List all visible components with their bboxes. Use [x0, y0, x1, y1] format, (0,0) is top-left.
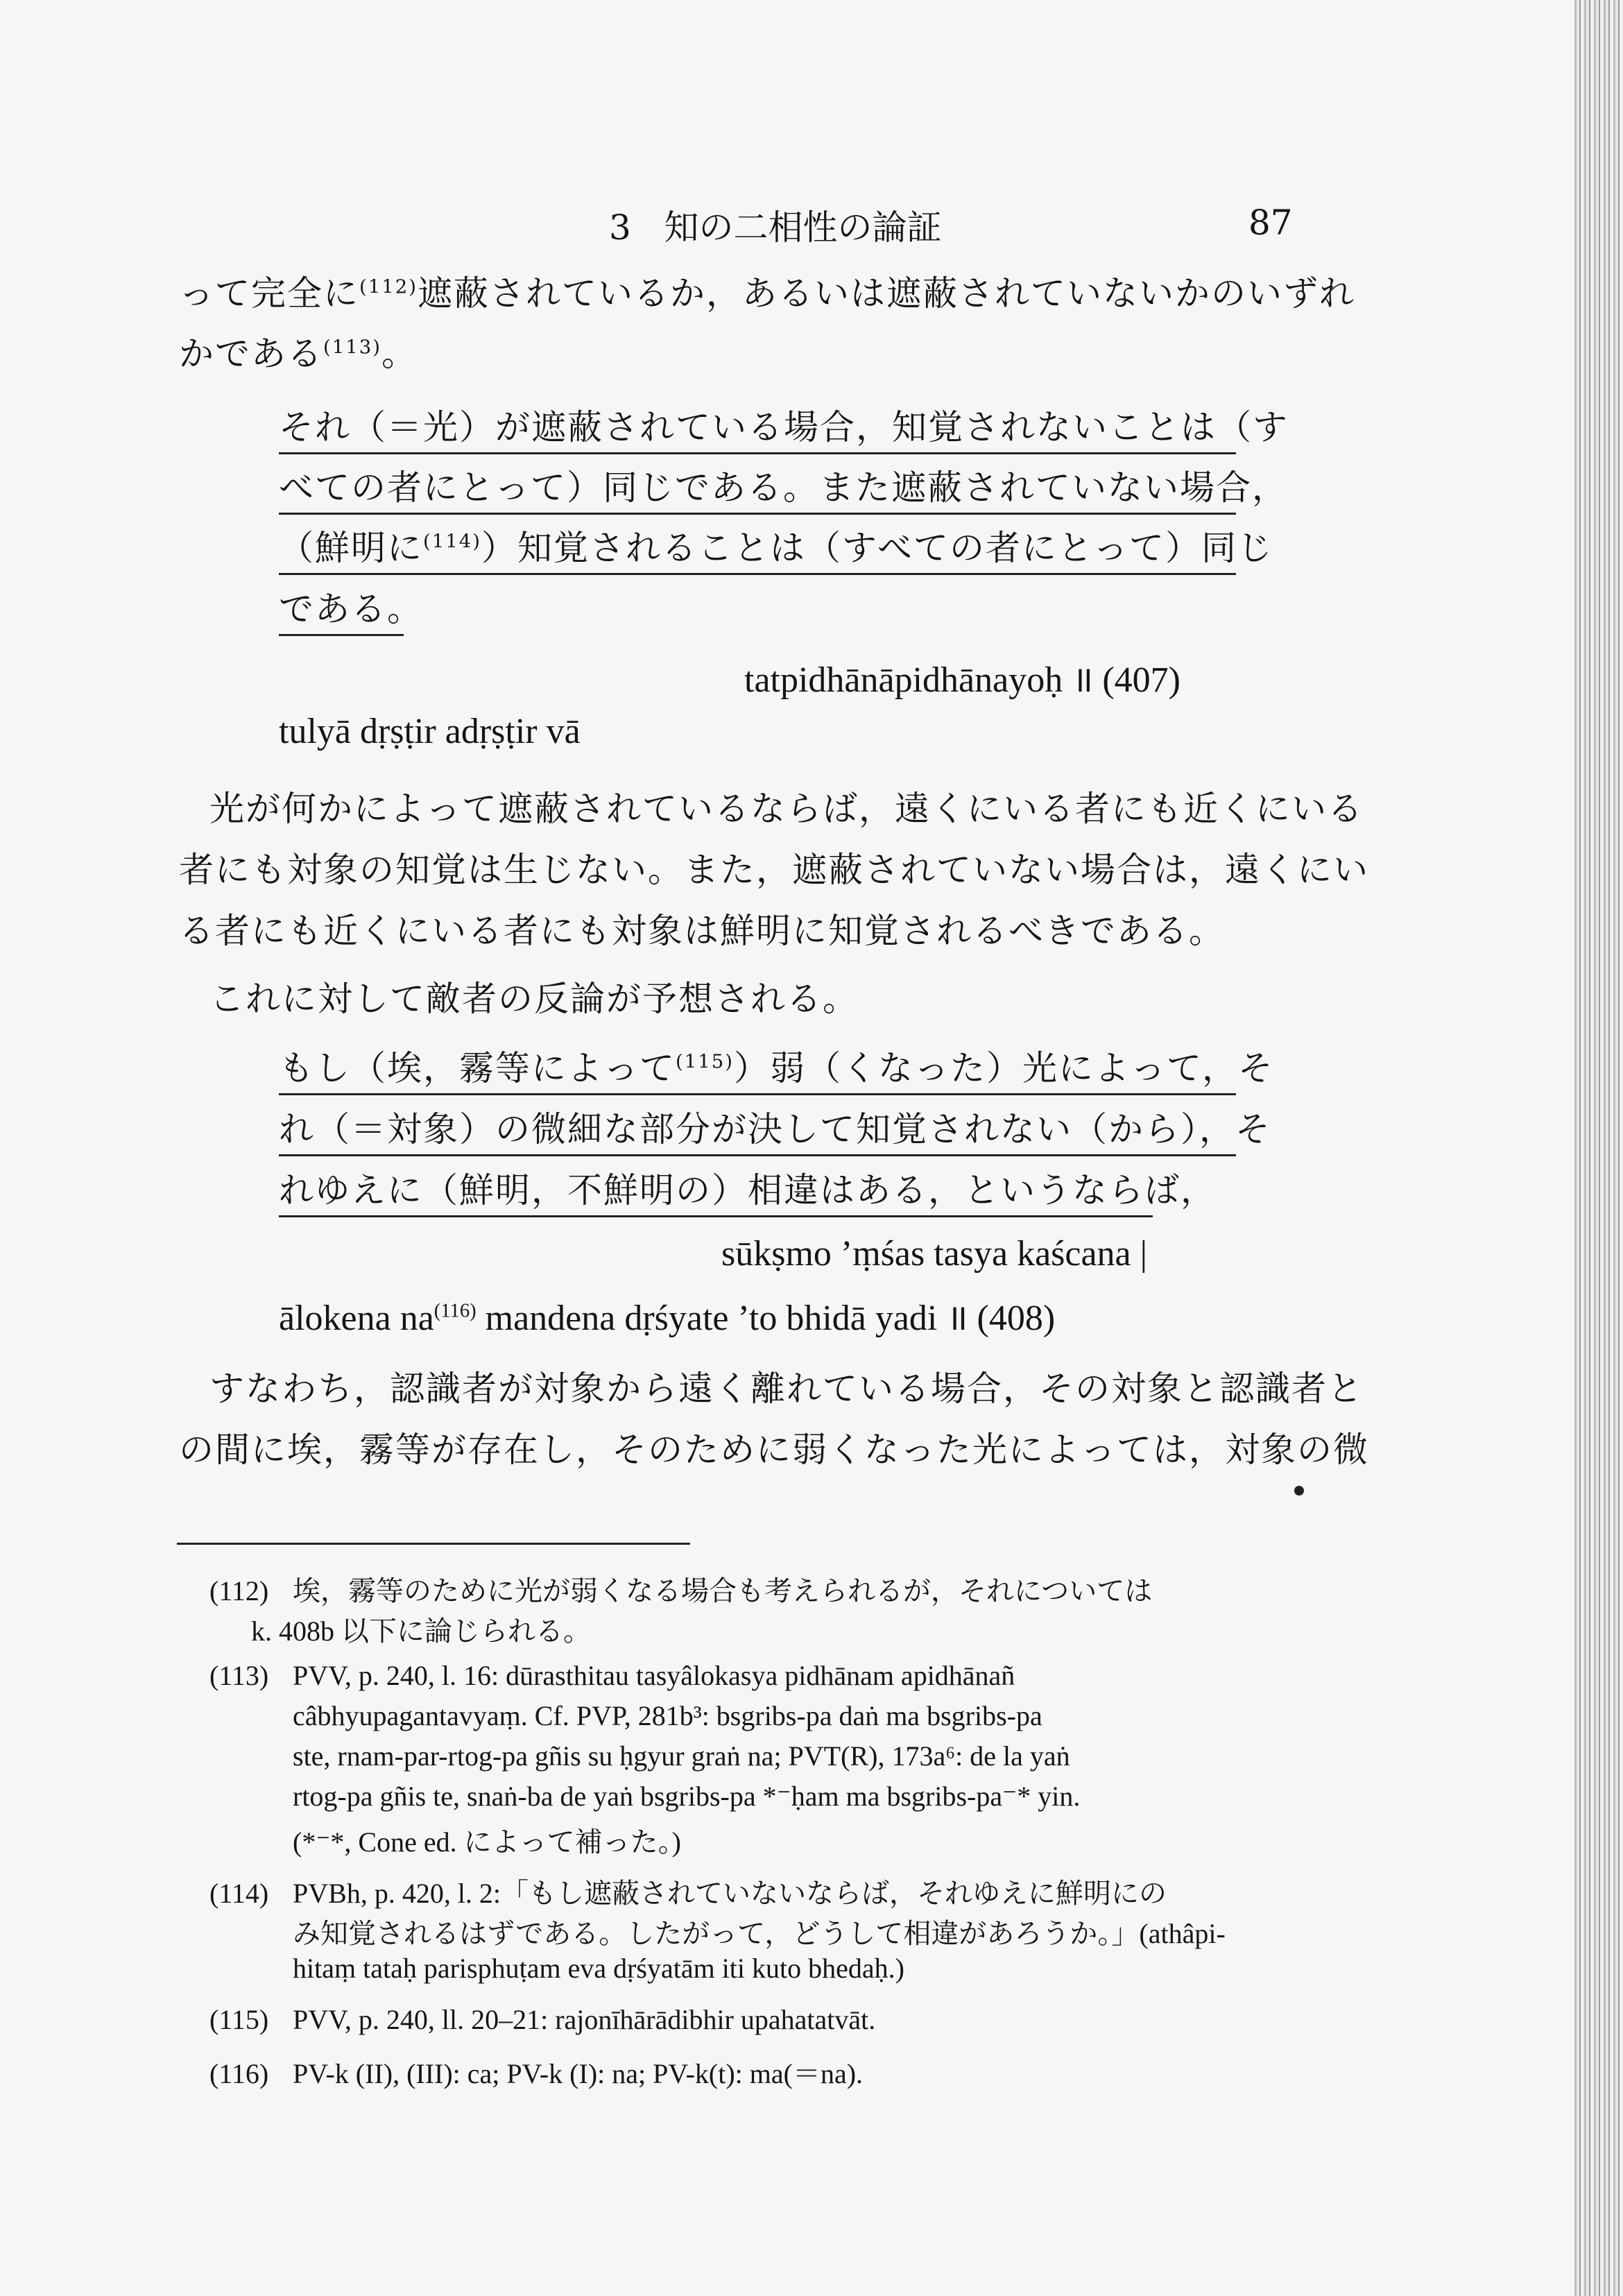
footnote-115: (115) PVV, p. 240, ll. 20–21: rajonīhārādibhir upahatatvāt. [209, 2004, 876, 2035]
translation-line: それ（＝光）が遮蔽されている場合，知覚されないことは（す [279, 400, 1236, 454]
footnote-line: ste, rnam-par-rtog-pa gñis su ḥgyur graṅ na; PVT(R), 173a⁶: de la yaṅ [293, 1740, 1070, 1772]
body-line: る者にも近くにいる者にも対象は鮮明に知覚されるべきである。 [179, 911, 1225, 951]
footnote-number: (116) [209, 2058, 269, 2089]
footnote-line: hitaṃ tataḥ parisphuṭam eva dṛśyatām iti kuto bhedaḥ.) [293, 1953, 904, 1984]
translation-line: れ（＝対象）の微細な部分が決して知覚されない（から），そ [279, 1102, 1236, 1156]
footnote-number: (113) [209, 1660, 269, 1691]
footnote-ref: (115) [676, 1050, 734, 1073]
sanskrit-verse-line: sūkṣmo ’ṃśas tasya kaścana | [721, 1234, 1148, 1274]
footnote-line: (*⁻*, Cone ed. によって補った。) [293, 1826, 681, 1858]
body-line: すなわち，認識者が対象から遠く離れている場合，その対象と認識者と [209, 1369, 1364, 1409]
footnote-ref: (112) [359, 275, 418, 298]
translation-line: べての者にとって）同じである。また遮蔽されていない場合， [279, 460, 1236, 515]
footnote-114: (114) PVBh, p. 420, l. 2:「もし遮蔽されていないならば，それゆえに鮮明にの [209, 1878, 1167, 1909]
emphasis-dot [1294, 1486, 1304, 1496]
sanskrit-verse-line: tatpidhānāpidhānayoḥ ॥ (407) [744, 660, 1180, 700]
body-line: の間に埃，霧等が存在し，そのために弱くなった光によっては，対象の微 [179, 1430, 1369, 1470]
body-line: かである$^{(113)}$。 [179, 334, 418, 374]
footnote-separator [177, 1543, 690, 1545]
running-header [609, 200, 942, 250]
footnote-line: rtog-pa gñis te, snaṅ-ba de yaṅ bsgribs-pa *⁻ḥam ma bsgribs-pa⁻* yin. [293, 1781, 1081, 1812]
translation-line: もし（埃，霧等によって$^{(115)}$）弱（くなった）光によって，そ [279, 1040, 1236, 1095]
footnote-number: (114) [209, 1878, 269, 1909]
translation-line: （鮮明に$^{(114)}$）知覚されることは（すべての者にとって）同じ [279, 520, 1236, 575]
body-line: 者にも対象の知覚は生じない。また，遮蔽されていない場合は，遠くにい [179, 850, 1369, 890]
footnote-number: (112) [209, 1575, 269, 1607]
chapter-title: 知の二相性の論証 [664, 207, 942, 248]
footnote-ref: (116) [433, 1300, 476, 1322]
footnote-line: câbhyupagantavyaṃ. Cf. PVP, 281b³: bsgribs-pa daṅ ma bsgribs-pa [293, 1700, 1042, 1731]
translation-line: れゆえに（鮮明，不鮮明の）相違はある，というならば， [279, 1163, 1153, 1217]
footnote-112: (112) 埃，霧等のために光が弱くなる場合も考えられるが，それについては [209, 1575, 1153, 1607]
chapter-number: 3 [609, 207, 631, 248]
sanskrit-verse-line: tulyā dṛṣṭir adṛṣṭir vā [279, 712, 581, 751]
footnote-116: (116) PV-k (II), (III): ca; PV-k (I): na; PV-k(t): ma(＝na). [209, 2058, 864, 2089]
footnote-line: み知覚されるはずである。したがって，どうして相違があろうか。」(athâpi- [293, 1918, 1226, 1949]
footnote-ref: (113) [323, 336, 381, 359]
body-line: って完全に$^{(112)}$遮蔽されているか，あるいは遮蔽されていないかのいずれ [179, 273, 1355, 314]
footnote-number: (115) [209, 2004, 269, 2035]
page-number: 87 [1248, 203, 1293, 243]
footnote-ref: (114) [423, 530, 481, 553]
scan-edge-shadow [1574, 0, 1623, 2296]
body-line: 光が何かによって遮蔽されているならば，遠くにいる者にも近くにいる [209, 789, 1364, 829]
sanskrit-verse-line: ālokena $na^{(116)}$ mandena dṛśyate ’to bhidā yadi ॥ (408) [279, 1299, 1056, 1338]
footnote-line: k. 408b 以下に論じられる。 [251, 1616, 591, 1647]
body-line: これに対して敵者の反論が予想される。 [209, 979, 859, 1019]
translation-line: である。 [279, 581, 404, 636]
footnote-113: (113) PVV, p. 240, l. 16: dūrasthitau tasyâlokasya pidhānam apidhānañ [209, 1660, 1015, 1691]
